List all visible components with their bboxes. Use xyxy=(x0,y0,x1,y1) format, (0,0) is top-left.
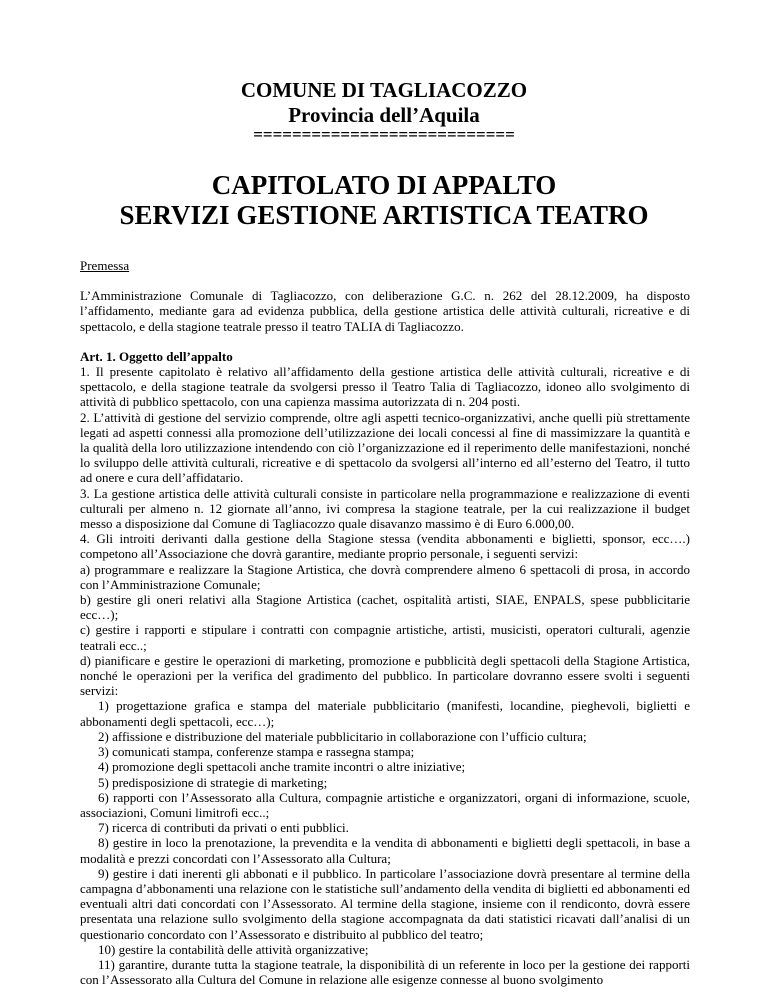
article-paragraph: c) gestire i rapporti e stipulare i contratti con compagnie artistiche, artisti, musicisti, operatori culturali, agenzie teatrali ecc..; xyxy=(80,622,690,653)
article-paragraph: 1. Il presente capitolato è relativo all’affidamento della gestione artistica delle attività culturali, ricreative e di spettacolo, e della stagione teatrale da svolgersi presso il Teatro Talia di Tagliacozzo, idoneo allo svolgimento di attività di pubblico spettacolo, con una capienza massima autorizzata di n. 204 posti. xyxy=(80,364,690,410)
article-paragraph: d) pianificare e gestire le operazioni di marketing, promozione e pubblicità degli spettacoli della Stagione Artistica, nonché le operazioni per la verifica del gradimento del pubblico. In particolare dovranno essere svolti i seguenti servizi: xyxy=(80,652,690,699)
document-title-line1: CAPITOLATO DI APPALTO xyxy=(211,170,557,200)
document-body xyxy=(80,258,690,987)
document-title-line2: SERVIZI GESTIONE ARTISTICA TEATRO xyxy=(119,200,649,230)
province-name: Provincia dell’Aquila xyxy=(288,103,480,127)
list-item: 3) comunicati stampa, conferenze stampa e rassegna stampa; xyxy=(98,744,415,760)
article-paragraph: 3. La gestione artistica delle attività culturali consiste in particolare nella programmazione e realizzazione di eventi culturali per almeno n. 12 giornate all’anno, ivi compresa la stagione teatrale, per la cui realizzazione il budget messo a disposizione dal Comune di Tagliacozzo quale disavanzo massimo è di Euro 6.000,00. xyxy=(80,485,690,532)
list-item: 8) gestire in loco la prenotazione, la prevendita e la vendita di abbonamenti e biglietti degli spettacoli, in base a modalità e prezzi concordati con l’Assessorato alla Cultura; xyxy=(80,835,690,866)
list-item: 5) predisposizione di strategie di marketing; xyxy=(98,774,328,790)
list-item: 11) garantire, durante tutta la stagione teatrale, la disponibilità di un referente in loco per la gestione dei rapporti con l’Assessorato alla Cultura del Comune in relazione alle esigenze connesse al buono svolgimento xyxy=(80,956,690,988)
premessa-heading: Premessa xyxy=(80,258,130,273)
article-paragraph: 2. L’attività di gestione del servizio comprende, oltre agli aspetti tecnico-organizzativi, anche quelli più strettamente legati ad aspetti connessi alla promozione dell’utilizzazione dei locali concessi al fine di massimizzare la quantità e la qualità della loro utilizzazione intendendo con ciò l’organizzazione ed il reperimento delle manifestazioni, nonché lo sviluppo delle attività culturali, ricreative e di spettacolo da svolgersi all’interno ed all’esterno del Teatro, il tutto ad onere e cura dell’affidatario. xyxy=(80,409,690,486)
article-paragraph: 4. Gli introiti derivanti dalla gestione della Stagione stessa (vendita abbonamenti e biglietti, sponsor, ecc….) competono all’Associazione che dovrà garantire, mediante proprio personale, i seguenti servizi: xyxy=(80,531,690,562)
list-item: 7) ricerca di contributi da privati o enti pubblici. xyxy=(98,820,349,836)
list-item: 9) gestire i dati inerenti gli abbonati e il pubblico. In particolare l’associazione dovrà presentare al termine della campagna d’abbonamenti una relazione con le statistiche sull’andamento della vendita di biglietti ed abbonamenti ed eventuali altri dati concordati con l’Assessorato. Al termine della stagione, insieme con il rendiconto, dovrà essere presentata una relazione sullo svolgimento della stagione accompagnata da dati statistici ricavati dall’analisi di un questionario concordato con l’Assessorato e distribuito al pubblico del teatro; xyxy=(80,865,690,942)
list-item: 2) affissione e distribuzione del materiale pubblicitario in collaborazione con l’ufficio cultura; xyxy=(98,728,587,744)
article-1-heading: Art. 1. Oggetto dell’appalto xyxy=(80,348,233,364)
list-item: 4) promozione degli spettacoli anche tramite incontri o altre iniziative; xyxy=(98,759,466,775)
list-item: 1) progettazione grafica e stampa del materiale pubblicitario (manifesti, locandine, pieghevoli, biglietti e abbonamenti degli spettacoli, ecc…); xyxy=(80,698,690,729)
separator-rule: =========================== xyxy=(253,125,515,144)
list-item: 6) rapporti con l’Assessorato alla Cultura, compagnie artistiche e organizzatori, organi di informazione, scuole, associazioni, Comuni limitrofi ecc..; xyxy=(80,789,690,820)
municipality-name: COMUNE DI TAGLIACOZZO xyxy=(240,78,528,102)
premessa-paragraph: L’Amministrazione Comunale di Tagliacozzo, con deliberazione G.C. n. 262 del 28.12.2009, ha disposto l’affidamento, mediante gara ad evidenza pubblica, della gestione artistica delle attività culturali, ricreative e di spettacolo, e della stagione teatrale presso il teatro TALIA di Tagliacozzo. xyxy=(80,288,690,334)
article-paragraph: a) programmare e realizzare la Stagione Artistica, che dovrà comprendere almeno 6 spettacoli di prosa, in accordo con l’Amministrazione Comunale; xyxy=(80,561,690,592)
article-paragraph: b) gestire gli oneri relativi alla Stagione Artistica (cachet, ospitalità artisti, SIAE, ENPALS, spese pubblicitarie ecc…); xyxy=(80,592,690,623)
list-item: 10) gestire la contabilità delle attività organizzative; xyxy=(98,941,369,957)
